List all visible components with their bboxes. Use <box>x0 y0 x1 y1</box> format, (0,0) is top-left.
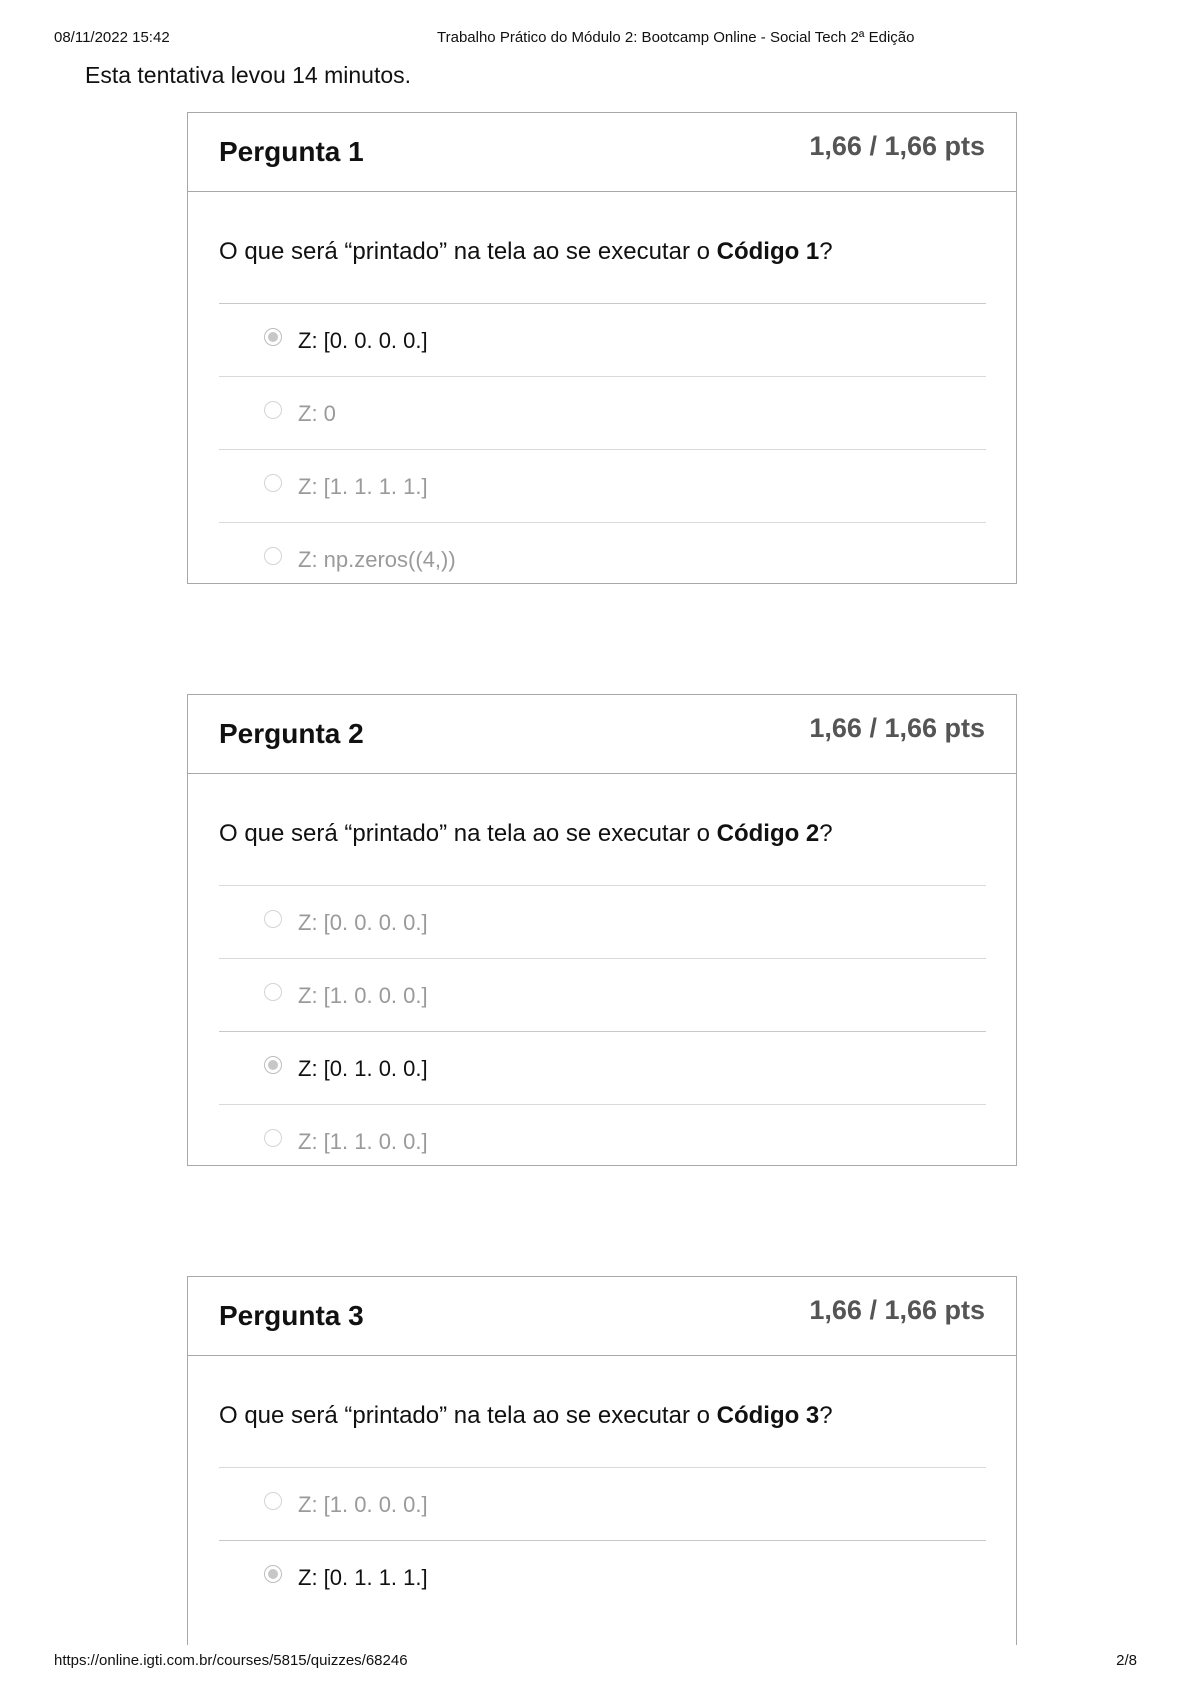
question-text <box>219 1356 986 1467</box>
question-points: 1,66 / 1,66 pts <box>809 1295 985 1325</box>
answer-label: Z: [0. 1. 1. 1.] <box>298 1565 428 1590</box>
answer-label: Z: [1. 0. 0. 0.] <box>298 1492 428 1517</box>
question-body <box>188 1356 1016 1613</box>
question-title: Pergunta 2 <box>219 718 364 749</box>
question-body <box>188 192 1016 595</box>
question-points: 1,66 / 1,66 pts <box>809 131 985 161</box>
question-card-3 <box>187 1276 1017 1645</box>
answer-option[interactable] <box>219 1540 986 1613</box>
answer-label: Z: np.zeros((4,)) <box>298 547 456 572</box>
question-header <box>188 695 1016 774</box>
question-text <box>219 774 986 885</box>
attempt-duration-text: Esta tentativa levou 14 minutos. <box>85 62 412 88</box>
question-code-reference: Código 2 <box>716 820 820 847</box>
answer-option[interactable] <box>219 958 986 1031</box>
answer-label: Z: [1. 1. 1. 1.] <box>298 474 428 499</box>
print-header <box>54 29 1137 49</box>
answer-label: Z: [1. 1. 0. 0.] <box>298 1129 428 1154</box>
radio-icon[interactable] <box>264 547 282 565</box>
question-text-end: ? <box>819 238 833 265</box>
answer-list <box>219 885 986 1177</box>
question-text-main: O que será “printado” na tela ao se executar o <box>219 1402 717 1429</box>
radio-icon[interactable] <box>264 1129 282 1147</box>
question-points: 1,66 / 1,66 pts <box>809 713 985 743</box>
page-url: https://online.igti.com.br/courses/5815/quizzes/68246 <box>54 1652 408 1669</box>
question-text-main: O que será “printado” na tela ao se executar o <box>219 238 717 265</box>
print-datetime: 08/11/2022 15:42 <box>54 29 170 46</box>
page-number: 2/8 <box>1116 1652 1137 1669</box>
answer-option[interactable] <box>219 1031 986 1104</box>
radio-selected-icon[interactable] <box>264 328 282 346</box>
answer-option[interactable] <box>219 376 986 449</box>
answer-option[interactable] <box>219 1467 986 1540</box>
radio-selected-icon[interactable] <box>264 1056 282 1074</box>
question-text-end: ? <box>819 820 833 847</box>
answer-option[interactable] <box>219 885 986 958</box>
question-text-main: O que será “printado” na tela ao se executar o <box>219 820 717 847</box>
answer-option[interactable] <box>219 449 986 522</box>
question-title: Pergunta 3 <box>219 1300 364 1331</box>
answer-label: Z: [0. 1. 0. 0.] <box>298 1056 428 1081</box>
question-title: Pergunta 1 <box>219 136 364 167</box>
answer-list <box>219 303 986 595</box>
answer-label: Z: [0. 0. 0. 0.] <box>298 910 428 935</box>
answer-label: Z: [0. 0. 0. 0.] <box>298 328 428 353</box>
radio-icon[interactable] <box>264 401 282 419</box>
question-text-end: ? <box>819 1402 833 1429</box>
print-document-title: Trabalho Prático do Módulo 2: Bootcamp Online - Social Tech 2ª Edição <box>437 29 915 46</box>
radio-selected-icon[interactable] <box>264 1565 282 1583</box>
radio-icon[interactable] <box>264 474 282 492</box>
answer-option[interactable] <box>219 303 986 376</box>
question-code-reference: Código 1 <box>716 238 820 265</box>
answer-option[interactable] <box>219 1104 986 1177</box>
print-footer <box>54 1652 1137 1672</box>
question-card-2 <box>187 694 1017 1166</box>
radio-icon[interactable] <box>264 983 282 1001</box>
question-card-1 <box>187 112 1017 584</box>
question-header <box>188 113 1016 192</box>
radio-icon[interactable] <box>264 1492 282 1510</box>
question-body <box>188 774 1016 1177</box>
answer-label: Z: [1. 0. 0. 0.] <box>298 983 428 1008</box>
answer-label: Z: 0 <box>298 401 336 426</box>
question-text <box>219 192 986 303</box>
questions-area <box>0 100 1191 1645</box>
answer-list <box>219 1467 986 1613</box>
radio-icon[interactable] <box>264 910 282 928</box>
question-header <box>188 1277 1016 1356</box>
question-code-reference: Código 3 <box>716 1402 820 1429</box>
answer-option[interactable] <box>219 522 986 595</box>
